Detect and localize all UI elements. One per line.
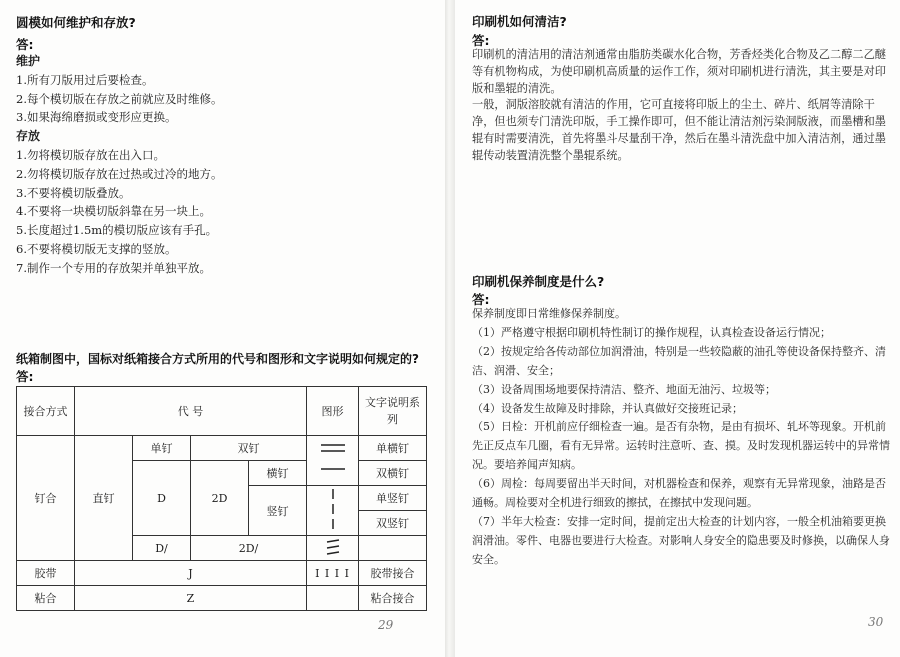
- glue-cell: 粘合: [17, 586, 75, 611]
- single-nail-cell: 单钉: [133, 436, 191, 461]
- desc-cell: 单横钉: [359, 436, 427, 461]
- horizontal-nail-figure: [307, 436, 359, 486]
- list-item: 2.每个模切版在存放之前就应及时维修。: [16, 91, 223, 106]
- book-gutter: [445, 0, 455, 657]
- desc-cell: 双横钉: [359, 461, 427, 486]
- list-item: 7.制作一个专用的存放架并单独平放。: [16, 260, 211, 275]
- paragraph: （4）设备发生故障及时排除，并认真做好交接班记录；: [472, 401, 743, 415]
- header-description: 文字说明系列: [359, 387, 427, 436]
- store-heading: 存放: [16, 129, 41, 144]
- q1-title: 圆模如何维护和存放?: [16, 15, 136, 30]
- slant-nail-figure: [307, 536, 359, 561]
- q2-answer-label: 答:: [16, 369, 34, 384]
- paragraph: （1）严格遵守根据印刷机特性制订的操作规程，认真检查设备运行情况；: [472, 325, 831, 339]
- tape-code-cell: J: [75, 561, 307, 586]
- q1-answer-label: 答:: [16, 37, 34, 52]
- vertical-nail-figure: [307, 486, 359, 536]
- list-item: 3.如果海绵磨损或变形应更换。: [16, 110, 177, 125]
- straight-nail-cell: 直钉: [75, 436, 133, 561]
- horizontal-nail-cell: 横钉: [249, 461, 307, 486]
- paragraph: （5）日检：开机前应仔细检查一遍。是否有杂物，是由有损坏、轧坏等现象。开机前先正反点车几圈，看有无异常。运转时注意听、查、摸。及时发现机器运转中的异常情况。要培养闻声知病。: [472, 420, 890, 472]
- q4-answer-body: [472, 305, 890, 570]
- d2-slash-cell: 2D/: [191, 536, 307, 561]
- desc-cell: 单竖钉: [359, 486, 427, 511]
- q3-answer-label: 答:: [472, 33, 490, 48]
- joint-code-table: [16, 386, 427, 611]
- header-figure: 图形: [307, 387, 359, 436]
- d-code-cell: D: [133, 461, 191, 536]
- tape-figure-cell: I I I I: [307, 561, 359, 586]
- nail-cell: 钉合: [17, 436, 75, 561]
- paragraph: 保养制度即日常维修保养制度。: [472, 307, 626, 320]
- list-item: 4.不要将一块模切版斜靠在另一块上。: [16, 204, 211, 219]
- d-slash-cell: D/: [133, 536, 191, 561]
- q1-answer-body: [16, 52, 222, 278]
- desc-cell: 双竖钉: [359, 511, 427, 536]
- list-item: 6.不要将模切版无支撑的竖放。: [16, 241, 177, 256]
- paragraph: （3）设备周围场地要保持清洁、整齐、地面无油污、垃圾等；: [472, 382, 776, 396]
- vertical-nail-cell: 竖钉: [249, 486, 307, 536]
- maintain-heading: 维护: [16, 54, 41, 68]
- header-code: 代 号: [75, 387, 307, 436]
- list-item: 1.所有刀版用过后要检查。: [16, 72, 154, 87]
- right-page: [455, 0, 900, 657]
- paragraph: （6）周检：每周要留出半天时间，对机器检查和保养，观察有无异常现象，油路是否通畅。周检要对全机进行细致的擦拭，在擦拭中发现问题。: [472, 477, 886, 510]
- list-item: 2.勿将模切版存放在过热或过冷的地方。: [16, 166, 223, 181]
- glue-desc-cell: 粘合接合: [359, 586, 427, 611]
- q3-answer-body: [472, 47, 890, 165]
- tape-cell: 胶带: [17, 561, 75, 586]
- paragraph: （7）半年大检查：安排一定时间，提前定出大检查的计划内容，一般全机油箱要更换润滑油。零件、电器也要进行大检查。对影响人身安全的隐患要及时修换，以确保人身安全。: [472, 514, 890, 566]
- page-number-left: 29: [378, 618, 394, 632]
- glue-code-cell: Z: [75, 586, 307, 611]
- paragraph: （2）按规定给各传动部位加润滑油，特别是一些较隐蔽的油孔等使设备保持整齐、清洁、润滑、安全；: [472, 344, 886, 377]
- tape-desc-cell: 胶带接合: [359, 561, 427, 586]
- list-item: 3.不要将模切版叠放。: [16, 185, 131, 200]
- paragraph: 一般，洞版溶胶就有清洁的作用，它可直接将印版上的尘土、碎片、纸屑等清除干净，但也须专门清洗印版，手工操作即可，但不能让清洁剂污染洞版液，而墨槽和墨辊有时需要清洗，首先将墨斗尽量刮干净，然后在墨斗清洗盘中加入清洁剂，通过墨辊传动装置清洗整个墨辊系统。: [472, 98, 886, 162]
- double-nail-cell: 双钉: [191, 436, 307, 461]
- page-number-right: 30: [868, 615, 884, 629]
- header-method: 接合方式: [17, 387, 75, 436]
- q3-title: 印刷机如何清洁?: [472, 14, 567, 29]
- slant-nail-symbol: [323, 538, 343, 556]
- list-item: 5.长度超过1.5m的模切版应该有手孔。: [16, 223, 218, 238]
- q4-answer-label: 答:: [472, 292, 490, 307]
- horizontal-nail-symbol: [318, 439, 348, 479]
- q2-title: 纸箱制图中，国标对纸箱接合方式所用的代号和图形和文字说明如何规定的?: [16, 352, 419, 366]
- d2-code-cell: 2D: [191, 461, 249, 536]
- q4-title: 印刷机保养制度是什么?: [472, 274, 605, 289]
- desc-cell-empty: [359, 536, 427, 561]
- glue-figure-cell: [307, 586, 359, 611]
- list-item: 1.勿将模切版存放在出入口。: [16, 147, 165, 162]
- paragraph: 印刷机的清洁用的清洁剂通常由脂肪类碳水化合物，芳香烃类化合物及乙二醇二乙醚等有机物构成，为使印刷机高质量的运作工作，须对印刷机进行清洗，其主要是对印版和墨辊的清洗。: [472, 48, 886, 95]
- vertical-nail-symbol: [318, 487, 348, 531]
- left-page: [0, 0, 445, 657]
